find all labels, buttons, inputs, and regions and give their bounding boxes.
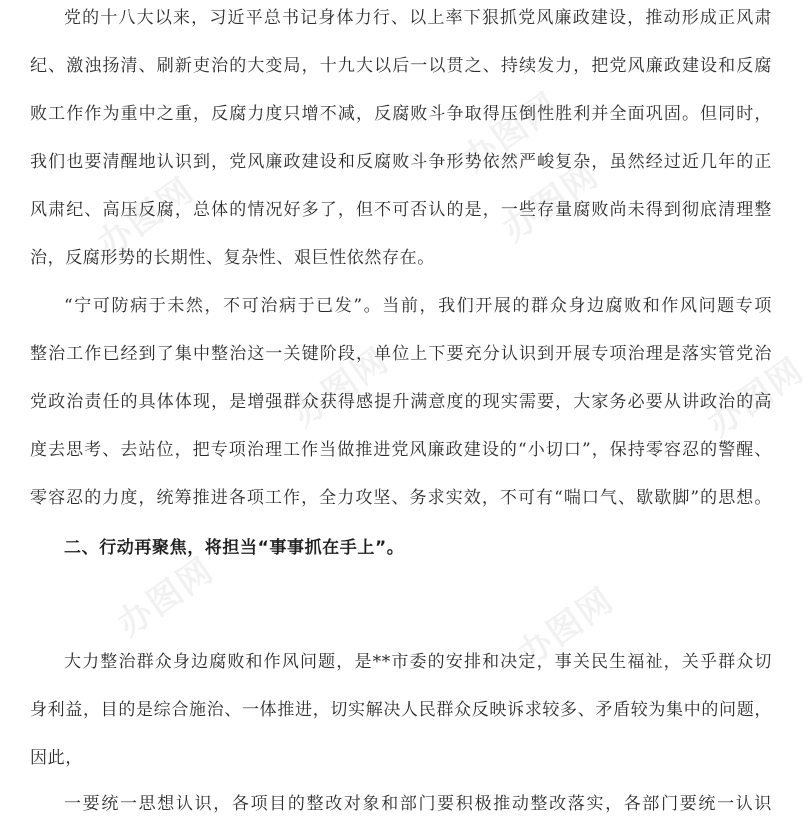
paragraph-1-line-3: 败工作作为重中之重，反腐力度只增不减，反腐败斗争取得压倒性胜利并全面巩固。但同时， <box>30 104 772 124</box>
watermark: 办图网 <box>110 550 222 645</box>
cut-off-line <box>64 792 772 814</box>
paragraph-2-line-1: “宁可防病于未然，不可治病于已发”。当前，我们开展的群众身边腐败和作风问题专项 <box>64 296 772 316</box>
watermark: 办图网 <box>455 85 567 180</box>
watermark: 办图网 <box>495 155 607 250</box>
paragraph-1-line-4: 我们也要清醒地认识到，党风廉政建设和反腐败斗争形势依然严峻复杂，虽然经过近几年的正 <box>30 152 772 172</box>
watermark: 办图网 <box>285 340 397 435</box>
paragraph-3-line-1: 大力整治群众身边腐败和作风问题，是**市委的安排和决定，事关民生福祉，关乎群众切 <box>64 652 772 672</box>
paragraph-1-line-1: 党的十八大以来，习近平总书记身体力行、以上率下狠抓党风廉政建设，推动形成正风肃 <box>64 8 772 28</box>
paragraph-1-line-6: 治，反腐形势的长期性、复杂性、艰巨性依然存在。 <box>30 248 435 268</box>
watermark: 办图网 <box>700 350 812 445</box>
paragraph-3-line-2: 身利益，目的是综合施治、一体推进，切实解决人民群众反映诉求较多、矛盾较为集中的问题， <box>30 700 772 720</box>
paragraph-1-line-5: 风肃纪、高压反腐，总体的情况好多了，但不可否认的是，一些存量腐败尚未得到彻底清理整 <box>30 200 772 220</box>
paragraph-2-line-5: 零容忍的力度，统筹推进各项工作，全力攻坚、务求实效，不可有“喘口气、歇歇脚”的思想。 <box>30 488 772 508</box>
paragraph-1-line-2: 纪、激浊扬清、刷新吏治的大变局，十九大以后一以贯之、持续发力，把党风廉政建设和反腐 <box>30 56 772 76</box>
paragraph-2-line-4: 度去思考、去站位，把专项治理工作当做推进党风廉政建设的“小切口”，保持零容忍的警醒、 <box>30 440 772 460</box>
paragraph-3-line-3: 因此， <box>30 748 83 768</box>
watermark: 办图网 <box>90 170 202 265</box>
paragraph-2-line-3: 党政治责任的具体体现，是增强群众获得感提升满意度的现实需要，大家务必要从讲政治的高 <box>30 392 772 412</box>
section-heading: 二、行动再聚焦，将担当“事事抓在手上”。 <box>64 538 405 558</box>
watermark: 办图网 <box>510 580 622 675</box>
paragraph-2-line-2: 整治工作已经到了集中整治这一关键阶段，单位上下要充分认识到开展专项治理是落实管党治 <box>30 344 772 364</box>
cut-off-line-text: 一要统一思想认识，各项目的整改对象和部门要积极推动整改落实，各部门要统一认识 <box>64 794 772 814</box>
